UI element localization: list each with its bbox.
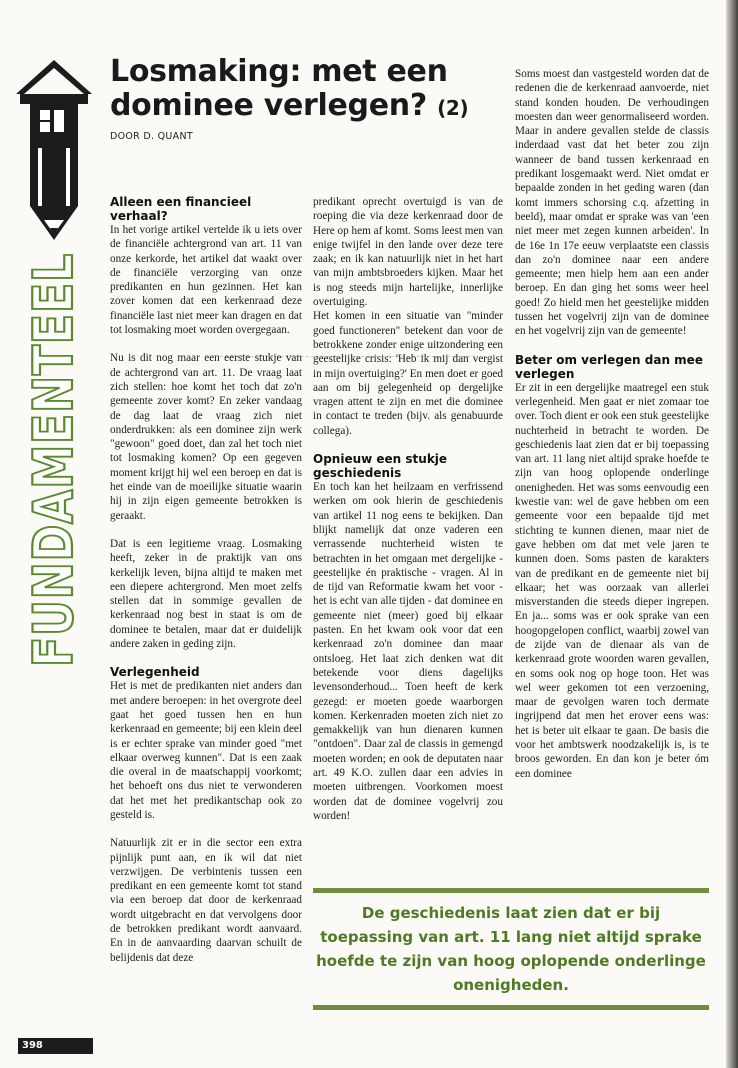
- title-main: Losmaking: met een dominee verlegen?: [110, 54, 448, 123]
- scan-edge-shadow: [726, 0, 738, 1068]
- paragraph: Nu is dit nog maar een eerste stukje van de achtergrond van art. 11. De vraag laat zich stellen: hoe komt het toch dat zo'n gemeente zover komt? En zeker vandaag de dag laat de vraag zich niet onderdrukken: als een dominee zijn werk "gewoon" goed doet, dan zal het toch niet tot losmaking komen? Op een gegeven moment krijgt hij wel een beroep en dat is het einde van de moeilijke situatie waarin hij in zijn eigen gemeente betrokken is geraakt.: [110, 352, 302, 522]
- subheading: Beter om verlegen dan mee verlegen: [515, 352, 703, 381]
- pull-quote-text: De geschiedenis laat zien dat er bij toepassing van art. 11 lang niet altijd sprake hoefde te zijn van hoog oplopende onderlinge onenigheden.: [316, 904, 706, 994]
- section-rubric: [26, 250, 88, 670]
- paragraph: Het is met de predikanten niet anders dan met andere beroepen: in het overgrote deel gaat het goed tussen hen en hun kerkenraad en gemeente; bij een klein deel is er echter sprake van minder goed "met elkaar overweg kunnen". Dat is een zaak die overal in de maatschappij voorkomt; het behoeft ons dus niet te verwonderen dat het met het predikantschap ook zo gesteld is.: [110, 680, 302, 821]
- rubric-text: FUNDAMENTEEL: [26, 250, 85, 667]
- paragraph: Er zit in een dergelijke maatregel een stuk verlegenheid. Men gaat er niet zomaar toe over. Toch dient er ook een stuk geestelijke nuchterheid in betracht te worden. De geschiedenis laat zien dat er bij toepassing van art. 11 lang niet altijd sprake hoefde te zijn van hoog oplopende onderlinge onenigheden. Het was soms eenvoudig een kwestie van: wel de gave hebben om een gemeente voor een bepaalde tijd met stichting te kunnen dienen, maar niet de gave hebben om dat met vele jaren te kunnen doen. Soms pasten de karakters van de predikant en de gemeente niet bij elkaar; het was oorzaak van allerlei misverstanden die steeds dieper ingrepen. En ja... soms was er ook sprake van een hoogopgelopen conflict, waarbij zowel van de zijde van de dienaar als van de kerkenraad grote woorden waren gevallen, en soms ook nog op hoge toon. Het was wel weer gekomen tot een verzoening, maar de gevolgen waren toch dermate ingrijpend dat men het erover eens was: het is beter uit elkaar te gaan. De basis die voor het ambtswerk noodzakelijk is, is te broos geworden. En dan kon je beter óm een dominee: [515, 381, 709, 780]
- text-column-3: [515, 67, 709, 781]
- paragraph: In het vorige artikel vertelde ik u iets over de financiële achtergrond van art. 11 van onze kerkorde, het artikel dat waakt over de financiële verzorging van onze predikanten en hun gezinnen. Het kan zover komen dat een kerkenraad deze financiële last niet meer kan dragen en dat tot losmaking moet worden overgegaan.: [110, 224, 302, 337]
- title-part: (2): [437, 96, 469, 120]
- text-column-1: [110, 195, 302, 965]
- text-column-2: [313, 195, 503, 823]
- paragraph: Dat is een legitieme vraag. Losmaking heeft, zeker in de praktijk van ons kerkelijk leven, bijna altijd te maken met een diepere achtergrond. Men moet zelfs stellen dat in sommige gevallen de kerkenraad nog best in staat is om de dominee te betalen, maar dat er duidelijk andere zaken in geding zijn.: [110, 537, 302, 651]
- subheading: Alleen een financieel verhaal?: [110, 195, 252, 223]
- article-title: [110, 55, 470, 125]
- quote-rule-top: [313, 888, 709, 893]
- page-number: 398: [18, 1038, 93, 1054]
- paragraph: Natuurlijk zit er in die sector een extra pijnlijk punt aan, en ik wil dat niet verzwijgen. De verbintenis tussen een predikant en een gemeente komt tot stand via een beroep dat door de kerkenraad wordt uitgebracht en dat vervolgens door de betrokken predikant wordt aanvaard. En in de aanvaarding daarvan schuilt de belijdenis dat deze: [110, 837, 302, 964]
- pull-quote: [313, 888, 709, 1012]
- house-pencil-icon: [14, 58, 94, 248]
- paragraph: predikant oprecht overtuigd is van de roeping die via deze kerkenraad door de Here op hem af komt. Soms leest men van enige twijfel in den lande over deze tere zaak; en ik kan natuurlijk niet in het hart van mijn ambtsbroeders kijken. Maar het is nog steeds mijn hartelijke, innerlijke overtuiging.: [313, 196, 503, 309]
- quote-rule-bottom: [313, 1005, 709, 1010]
- byline: DOOR D. QUANT: [110, 131, 193, 142]
- paragraph: En toch kan het heilzaam en verfrissend werken om ook hierin de geschiedenis van artikel 11 nog eens te bekijken. Dan blijkt namelijk dat onze vaderen een verrassende nuchterheid wisten te betrachten in het omgaan met dergelijke - geestelijke én praktische - vragen. Al in de tijd van Reformatie kwam het voor - het is echt van alle tijden - dat dominee en gemeente niet (meer) goed bij elkaar pasten. En het kwam ook voor dat een kerkenraad zo'n dominee dan maar ontsloeg. Het laat zich denken wat dit betekende voor diens dagelijks levensonderhoud... Toen heeft de kerk gezegd: er moeten goede waarborgen komen. Kerkenraden moeten zich niet zo gemakkelijk van hun dienaren kunnen "ontdoen". Daar zal de classis in gemengd moeten worden; en ook de deputaten naar art. 49 K.O. zullen daar een advies in moeten uitbrengen. Voorkomen moest worden dat de dominee vogelvrij zou worden!: [313, 481, 503, 822]
- subheading: Opnieuw een stukje geschiedenis: [313, 452, 448, 481]
- subheading: Verlegenheid: [110, 665, 200, 680]
- paragraph: Soms moest dan vastgesteld worden dat de redenen die de kerkenraad aanvoerde, niet stand konden houden. De verhoudingen moesten dan weer genormaliseerd worden. Maar in andere gevallen stelde de classis inderdaad vast dat het beter zou zijn wanneer de band tussen kerkenraad en predikant losgemaakt werd. Niet omdat er bepaalde zonden in het geding waren (dan komt immers schorsing c.q. afzetting in beeld), maar omdat er sprake was van 'een niet meer met zegen kunnen arbeiden'. In de 16e 1n 17e eeuw verplaatste een classis dan zo'n dominee naar een andere gemeente; men hielp hem aan een ander beroep. En dan ging het soms weer heel goed! Zo hield men het geestelijke midden tussen het vogelvrij zijn van de dominee en het vogelvrij zijn van de gemeente!: [515, 68, 709, 338]
- paragraph: Het komen in een situatie van "minder goed functioneren" betekent dan voor de betrokkene zonder enige uitzondering een geestelijke crisis: 'Heb ik mij dan vergist in mijn overtuiging?' En men doet er goed aan om bij gelegenheid op dergelijke vragen attent te zijn en met die dominee in contact te treden (bijv. als genabuurde collega).: [313, 310, 503, 437]
